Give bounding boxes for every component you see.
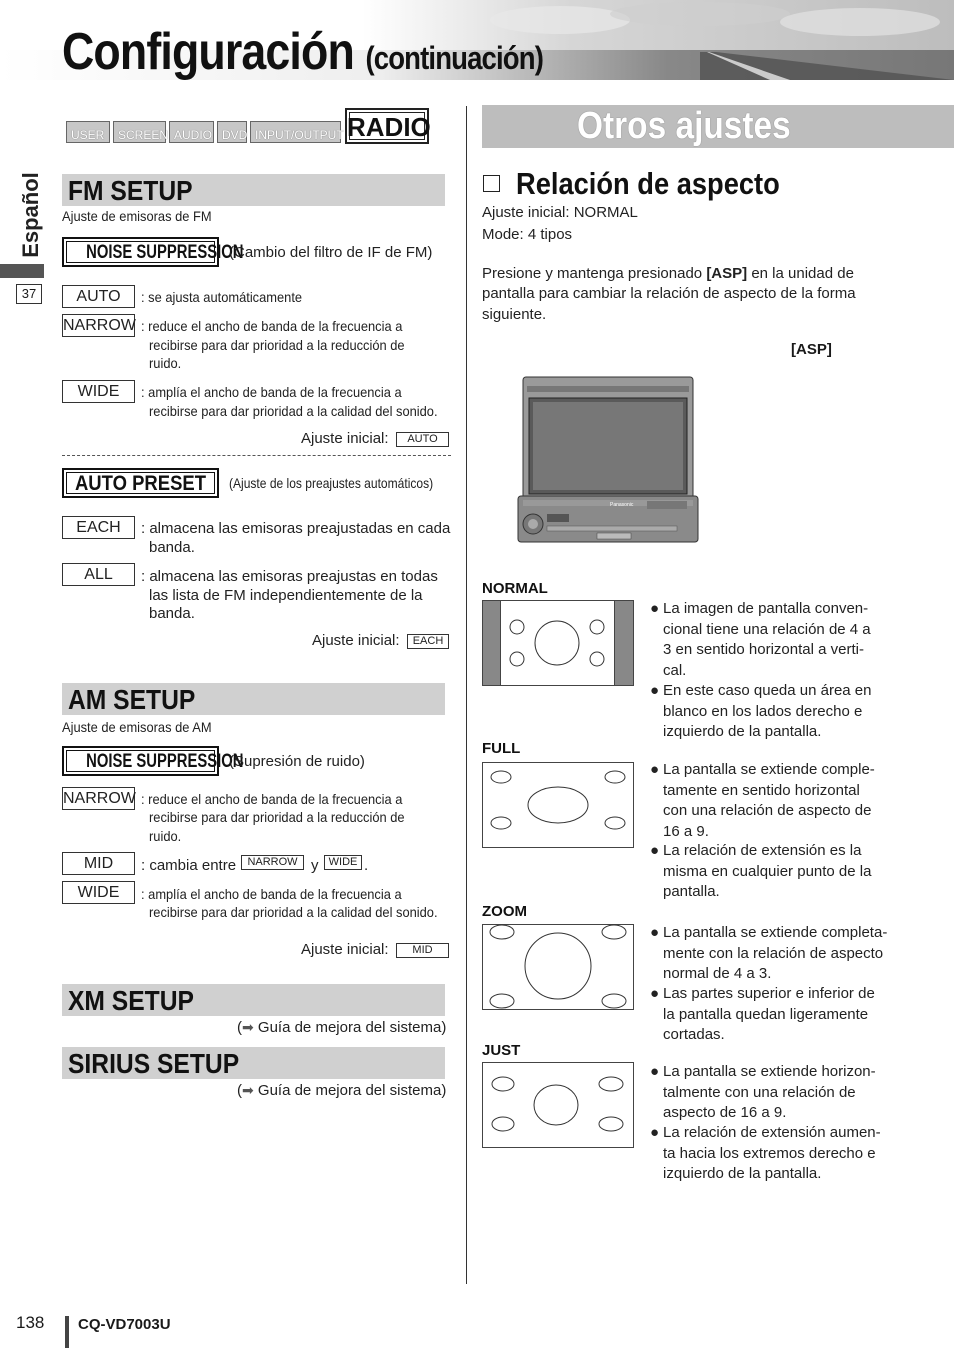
tab-dvd[interactable]: DVD: [217, 121, 247, 143]
preset-initial-value: EACH: [407, 634, 449, 649]
language-tab: Español: [18, 172, 43, 258]
am-intro: Ajuste de emisoras de AM: [62, 719, 212, 735]
fm-intro: Ajuste de emisoras de FM: [62, 208, 212, 224]
footer-marker: [65, 1316, 69, 1348]
fm-option-auto-desc: : se ajusta automáticamente: [141, 289, 303, 305]
am-option-mid[interactable]: MID: [62, 852, 135, 875]
am-option-narrow-desc: recibirse para dar prioridad a la reducción de: [149, 809, 405, 825]
mode-just-bullet: ● La relación de extensión aumen- ta hacia los extremos derecho e izquierdo de la pantalla.: [650, 1124, 881, 1182]
section-page-index: 37: [16, 284, 42, 304]
mode-full-bullet: ● La relación de extensión es la misma en cualquier punto de la pantalla.: [650, 842, 872, 900]
arrow-right-icon: ➡: [242, 1019, 254, 1035]
aspect-modes-count: Mode: 4 tipos: [482, 226, 573, 243]
fm-noise-description: (Cambio del filtro de IF de FM): [229, 244, 433, 261]
auto-preset-description: (Ajuste de los preajustes automáticos): [229, 475, 434, 491]
page-subtitle: (continuación): [365, 40, 543, 76]
tab-audio[interactable]: AUDIO: [169, 121, 214, 143]
aspect-paragraph: siguiente.: [482, 306, 547, 323]
aspect-paragraph: Presione y mantenga presionado [ASP] en la unidad de: [482, 265, 854, 282]
fm-option-narrow-desc: ruido.: [149, 355, 182, 371]
am-noise-suppression-button[interactable]: NOISE SUPPRESSION: [62, 746, 219, 776]
device-illustration: [517, 376, 699, 546]
tab-user[interactable]: USER: [66, 121, 110, 143]
aspect-initial: Ajuste inicial: NORMAL: [482, 204, 638, 221]
mode-full-label: FULL: [482, 740, 521, 757]
am-option-wide-desc: : amplía el ancho de banda de la frecuencia a: [141, 886, 402, 902]
preset-option-all-desc: : almacena las emisoras preajustas en todas: [141, 568, 438, 585]
page-title: Configuración (continuación): [62, 23, 543, 81]
divider: [62, 455, 451, 456]
am-mid-narrow-tag: NARROW: [241, 855, 304, 870]
am-noise-description: (Supresión de ruido): [229, 753, 365, 770]
fm-option-narrow[interactable]: NARROW: [62, 314, 135, 337]
am-setup-heading: AM SETUP: [62, 683, 445, 715]
aspect-ratio-title: Relación de aspecto: [516, 166, 780, 201]
tab-input-output[interactable]: INPUT/OUTPUT: [250, 121, 341, 143]
page-number: 138: [16, 1313, 45, 1332]
mode-normal-bullet: ● En este caso queda un área en blanco en los lados derecho e izquierdo de la pantalla.: [650, 682, 872, 740]
arrow-right-icon: ➡: [242, 1082, 254, 1098]
sirius-reference: (➡ Guía de mejora del sistema): [237, 1082, 447, 1099]
device-brand: Panasonic: [610, 502, 634, 508]
fm-initial-value: AUTO: [396, 432, 449, 447]
mode-full-bullet: ● La pantalla se extiende comple- tamente en sentido horizontal con una relación de aspecto de 16 a 9.: [650, 761, 875, 840]
mode-normal-bullet: ● La imagen de pantalla conven- cional tiene una relación de 4 a 3 en sentido horizontal a verti- cal.: [650, 600, 871, 679]
fm-option-wide[interactable]: WIDE: [62, 380, 135, 403]
preset-option-all[interactable]: ALL: [62, 563, 135, 586]
mode-zoom-label: ZOOM: [482, 903, 527, 920]
am-option-wide[interactable]: WIDE: [62, 881, 135, 904]
preset-option-all-desc: banda.: [149, 605, 195, 622]
fm-option-wide-desc: recibirse para dar prioridad a la calidad del sonido.: [149, 403, 438, 419]
am-option-mid-desc: : cambia entre: [141, 857, 237, 874]
tab-radio[interactable]: RADIO: [345, 108, 429, 144]
preset-option-each-desc: banda.: [149, 539, 195, 556]
am-initial-label: Ajuste inicial:: [301, 941, 389, 958]
auto-preset-button[interactable]: AUTO PRESET: [62, 468, 219, 498]
am-option-narrow[interactable]: NARROW: [62, 787, 135, 810]
am-option-narrow-desc: : reduce el ancho de banda de la frecuencia a: [141, 791, 403, 807]
xm-reference: (➡ Guía de mejora del sistema): [237, 1019, 447, 1036]
am-initial-value: MID: [396, 943, 449, 958]
tab-screen[interactable]: SCREEN: [113, 121, 166, 143]
aspect-paragraph: pantalla para cambiar la relación de aspecto de la forma: [482, 285, 856, 302]
sirius-setup-heading: SIRIUS SETUP: [62, 1047, 445, 1079]
mode-just-label: JUST: [482, 1042, 521, 1059]
am-option-narrow-desc: ruido.: [149, 828, 182, 844]
fm-option-narrow-desc: : reduce el ancho de banda de la frecuencia a: [141, 318, 403, 334]
otros-ajustes-heading: Otros ajustes: [482, 105, 954, 148]
am-mid-end: .: [364, 857, 369, 874]
mode-zoom-diagram: [482, 924, 634, 1010]
preset-option-each-desc: : almacena las emisoras preajustadas en cada: [141, 520, 451, 537]
mode-zoom-bullet: ● Las partes superior e inferior de la pantalla quedan ligeramente cortadas.: [650, 985, 875, 1043]
language-marker: [0, 264, 44, 278]
column-divider: [466, 106, 467, 1284]
fm-option-narrow-desc: recibirse para dar prioridad a la reducción de: [149, 337, 405, 353]
mode-zoom-bullet: ● La pantalla se extiende completa- mente con la relación de aspecto normal de 4 a 3.: [650, 924, 888, 982]
mode-normal-label: NORMAL: [482, 580, 548, 597]
checkbox-icon: [483, 175, 500, 192]
mode-full-diagram: [482, 762, 634, 848]
mode-just-bullet: ● La pantalla se extiende horizon- talmente con una relación de aspecto de 16 a 9.: [650, 1063, 876, 1121]
preset-initial-label: Ajuste inicial:: [312, 632, 400, 649]
asp-button-label: [ASP]: [791, 341, 832, 358]
am-option-wide-desc: recibirse para dar prioridad a la calidad del sonido.: [149, 904, 438, 920]
am-mid-wide-tag: WIDE: [324, 855, 362, 870]
mode-normal-diagram: [482, 600, 634, 686]
model-number: CQ-VD7003U: [78, 1316, 171, 1333]
mode-just-diagram: [482, 1062, 634, 1148]
fm-option-auto[interactable]: AUTO: [62, 285, 135, 308]
fm-noise-suppression-button[interactable]: NOISE SUPPRESSION: [62, 237, 219, 267]
fm-setup-heading: FM SETUP: [62, 174, 445, 206]
fm-initial-label: Ajuste inicial:: [301, 430, 389, 447]
am-mid-connector: y: [311, 857, 319, 874]
xm-setup-heading: XM SETUP: [62, 984, 445, 1016]
fm-option-wide-desc: : amplía el ancho de banda de la frecuencia a: [141, 384, 402, 400]
preset-option-each[interactable]: EACH: [62, 516, 135, 539]
preset-option-all-desc: las lista de FM independientemente de la: [149, 587, 423, 604]
